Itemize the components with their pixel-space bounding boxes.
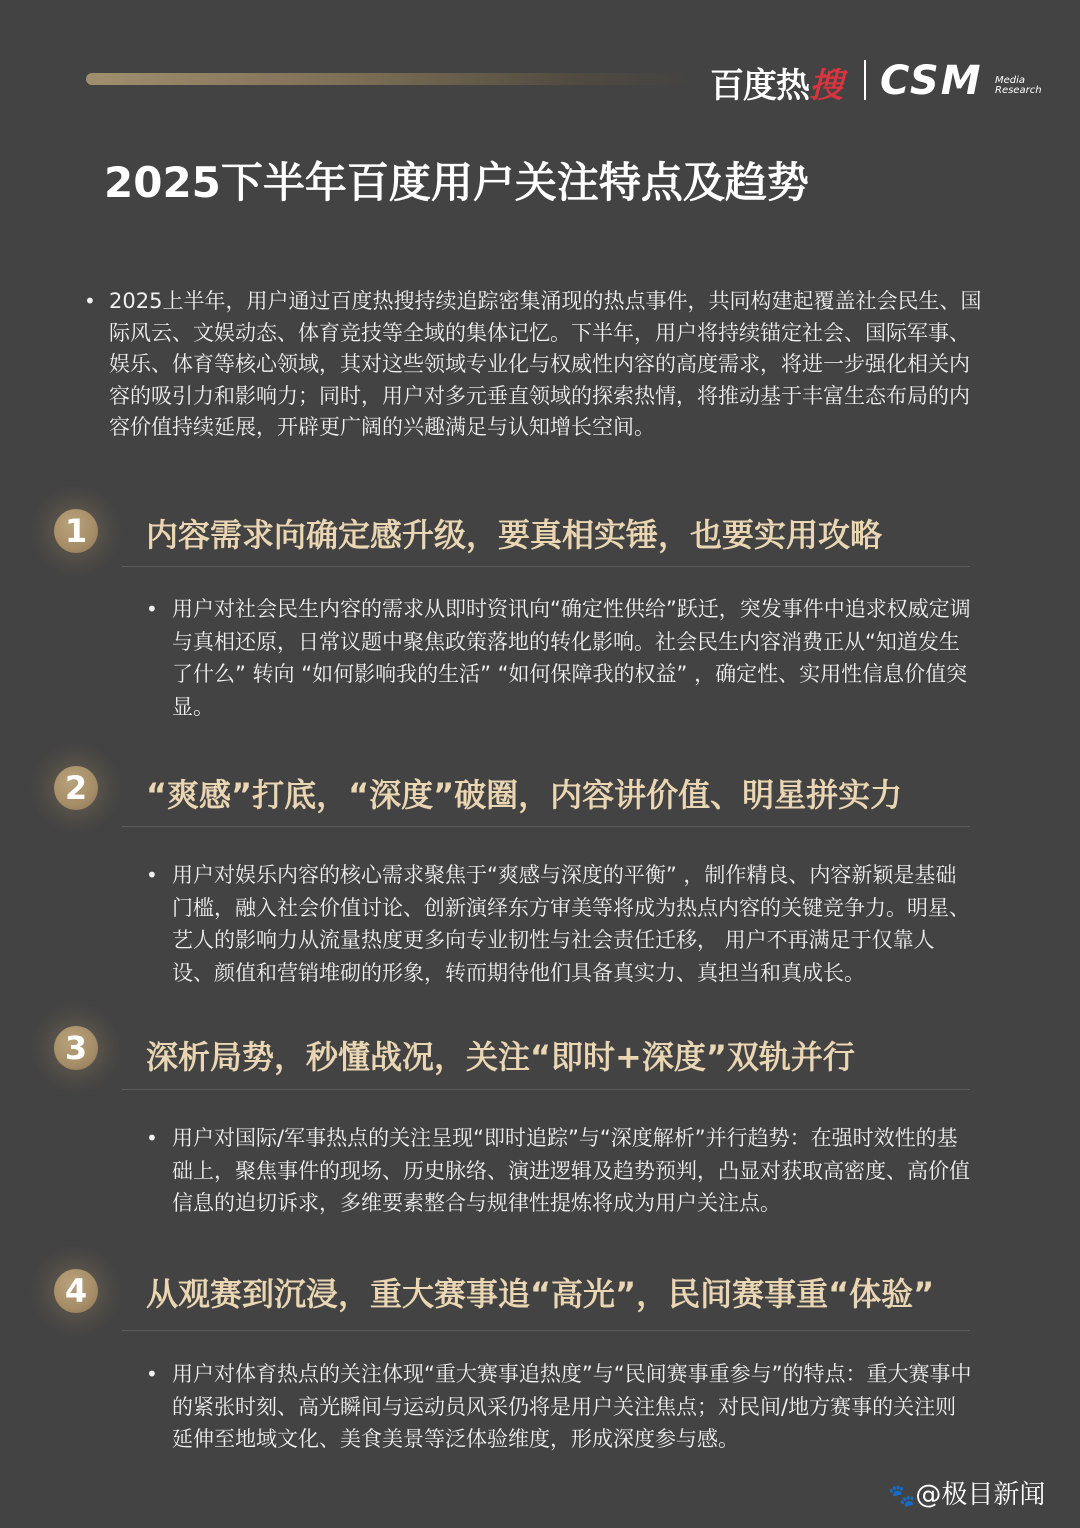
csm-logo-subtitle: Media Research xyxy=(995,75,1042,96)
header-gradient-bar xyxy=(86,73,692,85)
section-body xyxy=(146,1122,976,1220)
section-number: 3 xyxy=(54,1026,98,1070)
section-body xyxy=(146,1358,976,1456)
section-number: 1 xyxy=(54,509,98,553)
section-number-badge xyxy=(31,743,121,833)
section-heading: 深析局势，秒懂战况，关注“即时+深度”双轨并行 xyxy=(146,1038,855,1076)
section-number-badge xyxy=(31,1003,121,1093)
bullet-marker: • xyxy=(84,289,96,313)
section-number: 2 xyxy=(54,766,98,810)
watermark-text: @极目新闻 xyxy=(915,1480,1046,1510)
section-divider xyxy=(122,1330,970,1331)
section-heading: “爽感”打底，“深度”破圈，内容讲价值、明星拼实力 xyxy=(146,776,903,814)
bullet-marker: • xyxy=(146,597,158,621)
baidu-resou-logo: 百度热搜 xyxy=(710,66,842,106)
bullet-marker: • xyxy=(146,1126,158,1150)
section-heading: 从观赛到沉浸，重大赛事追“高光”，民间赛事重“体验” xyxy=(146,1275,935,1313)
section-number-badge xyxy=(31,1246,121,1336)
section-heading: 内容需求向确定感升级，要真相实锤，也要实用攻略 xyxy=(146,516,883,554)
section-body xyxy=(146,859,976,989)
section-body-text: 用户对国际/军事热点的关注呈现“即时追踪”与“深度解析”并行趋势：在强时效性的基础上，聚焦事件的现场、历史脉络、演进逻辑及趋势预判，凸显对获取高密度、高价值信息的迫切诉求，多维要素整合与规律性提炼将成为用户关注点。 xyxy=(172,1126,970,1215)
bullet-marker: • xyxy=(146,1362,158,1386)
paw-icon: 🐾 xyxy=(888,1484,916,1509)
section-divider xyxy=(122,566,970,567)
section-divider xyxy=(122,826,970,827)
bullet-marker: • xyxy=(146,863,158,887)
section-body-text: 用户对社会民生内容的需求从即时资讯向“确定性供给”跃迁，突发事件中追求权威定调与真相还原，日常议题中聚焦政策落地的转化影响。社会民生内容消费正从“知道发生了什么” 转向 “如何影响我的生活” “如何保障我的权益” ，确定性、实用性信息价值突显。 xyxy=(172,597,971,719)
section-body-text: 用户对体育热点的关注体现“重大赛事追热度”与“民间赛事重参与”的特点：重大赛事中的紧张时刻、高光瞬间与运动员风采仍将是用户关注焦点；对民间/地方赛事的关注则延伸至地域文化、美食美景等泛体验维度，形成深度参与感。 xyxy=(172,1362,972,1451)
section-divider xyxy=(122,1089,970,1090)
section-body-text: 用户对娱乐内容的核心需求聚焦于“爽感与深度的平衡” ，制作精良、内容新颖是基础门槛，融入社会价值讨论、创新演绎东方审美等将成为热点内容的关键竞争力。明星、艺人的影响力从流量热度更多向专业韧性与社会责任迁移， 用户不再满足于仅靠人设、颜值和营销堆砌的形象，转而期待他们具备真实力、真担当和真成长。 xyxy=(172,863,970,985)
logo-divider xyxy=(864,60,866,100)
section-number: 4 xyxy=(54,1269,98,1313)
intro-text: 2025上半年，用户通过百度热搜持续追踪密集涌现的热点事件，共同构建起覆盖社会民生、国际风云、文娱动态、体育竞技等全域的集体记忆。下半年，用户将持续锚定社会、国际军事、娱乐、体育等核心领域，其对这些领域专业化与权威性内容的高度需求，将进一步强化相关内容的吸引力和影响力；同时，用户对多元垂直领域的探索热情，将推动基于丰富生态布局的内容价值持续延展，开辟更广阔的兴趣满足与认知增长空间。 xyxy=(109,289,982,440)
source-watermark xyxy=(888,1474,1045,1511)
intro-paragraph xyxy=(84,286,984,444)
csm-logo: CSM xyxy=(880,58,983,104)
section-number-badge xyxy=(31,486,121,576)
page-title: 2025下半年百度用户关注特点及趋势 xyxy=(104,158,809,207)
section-body xyxy=(146,593,976,723)
